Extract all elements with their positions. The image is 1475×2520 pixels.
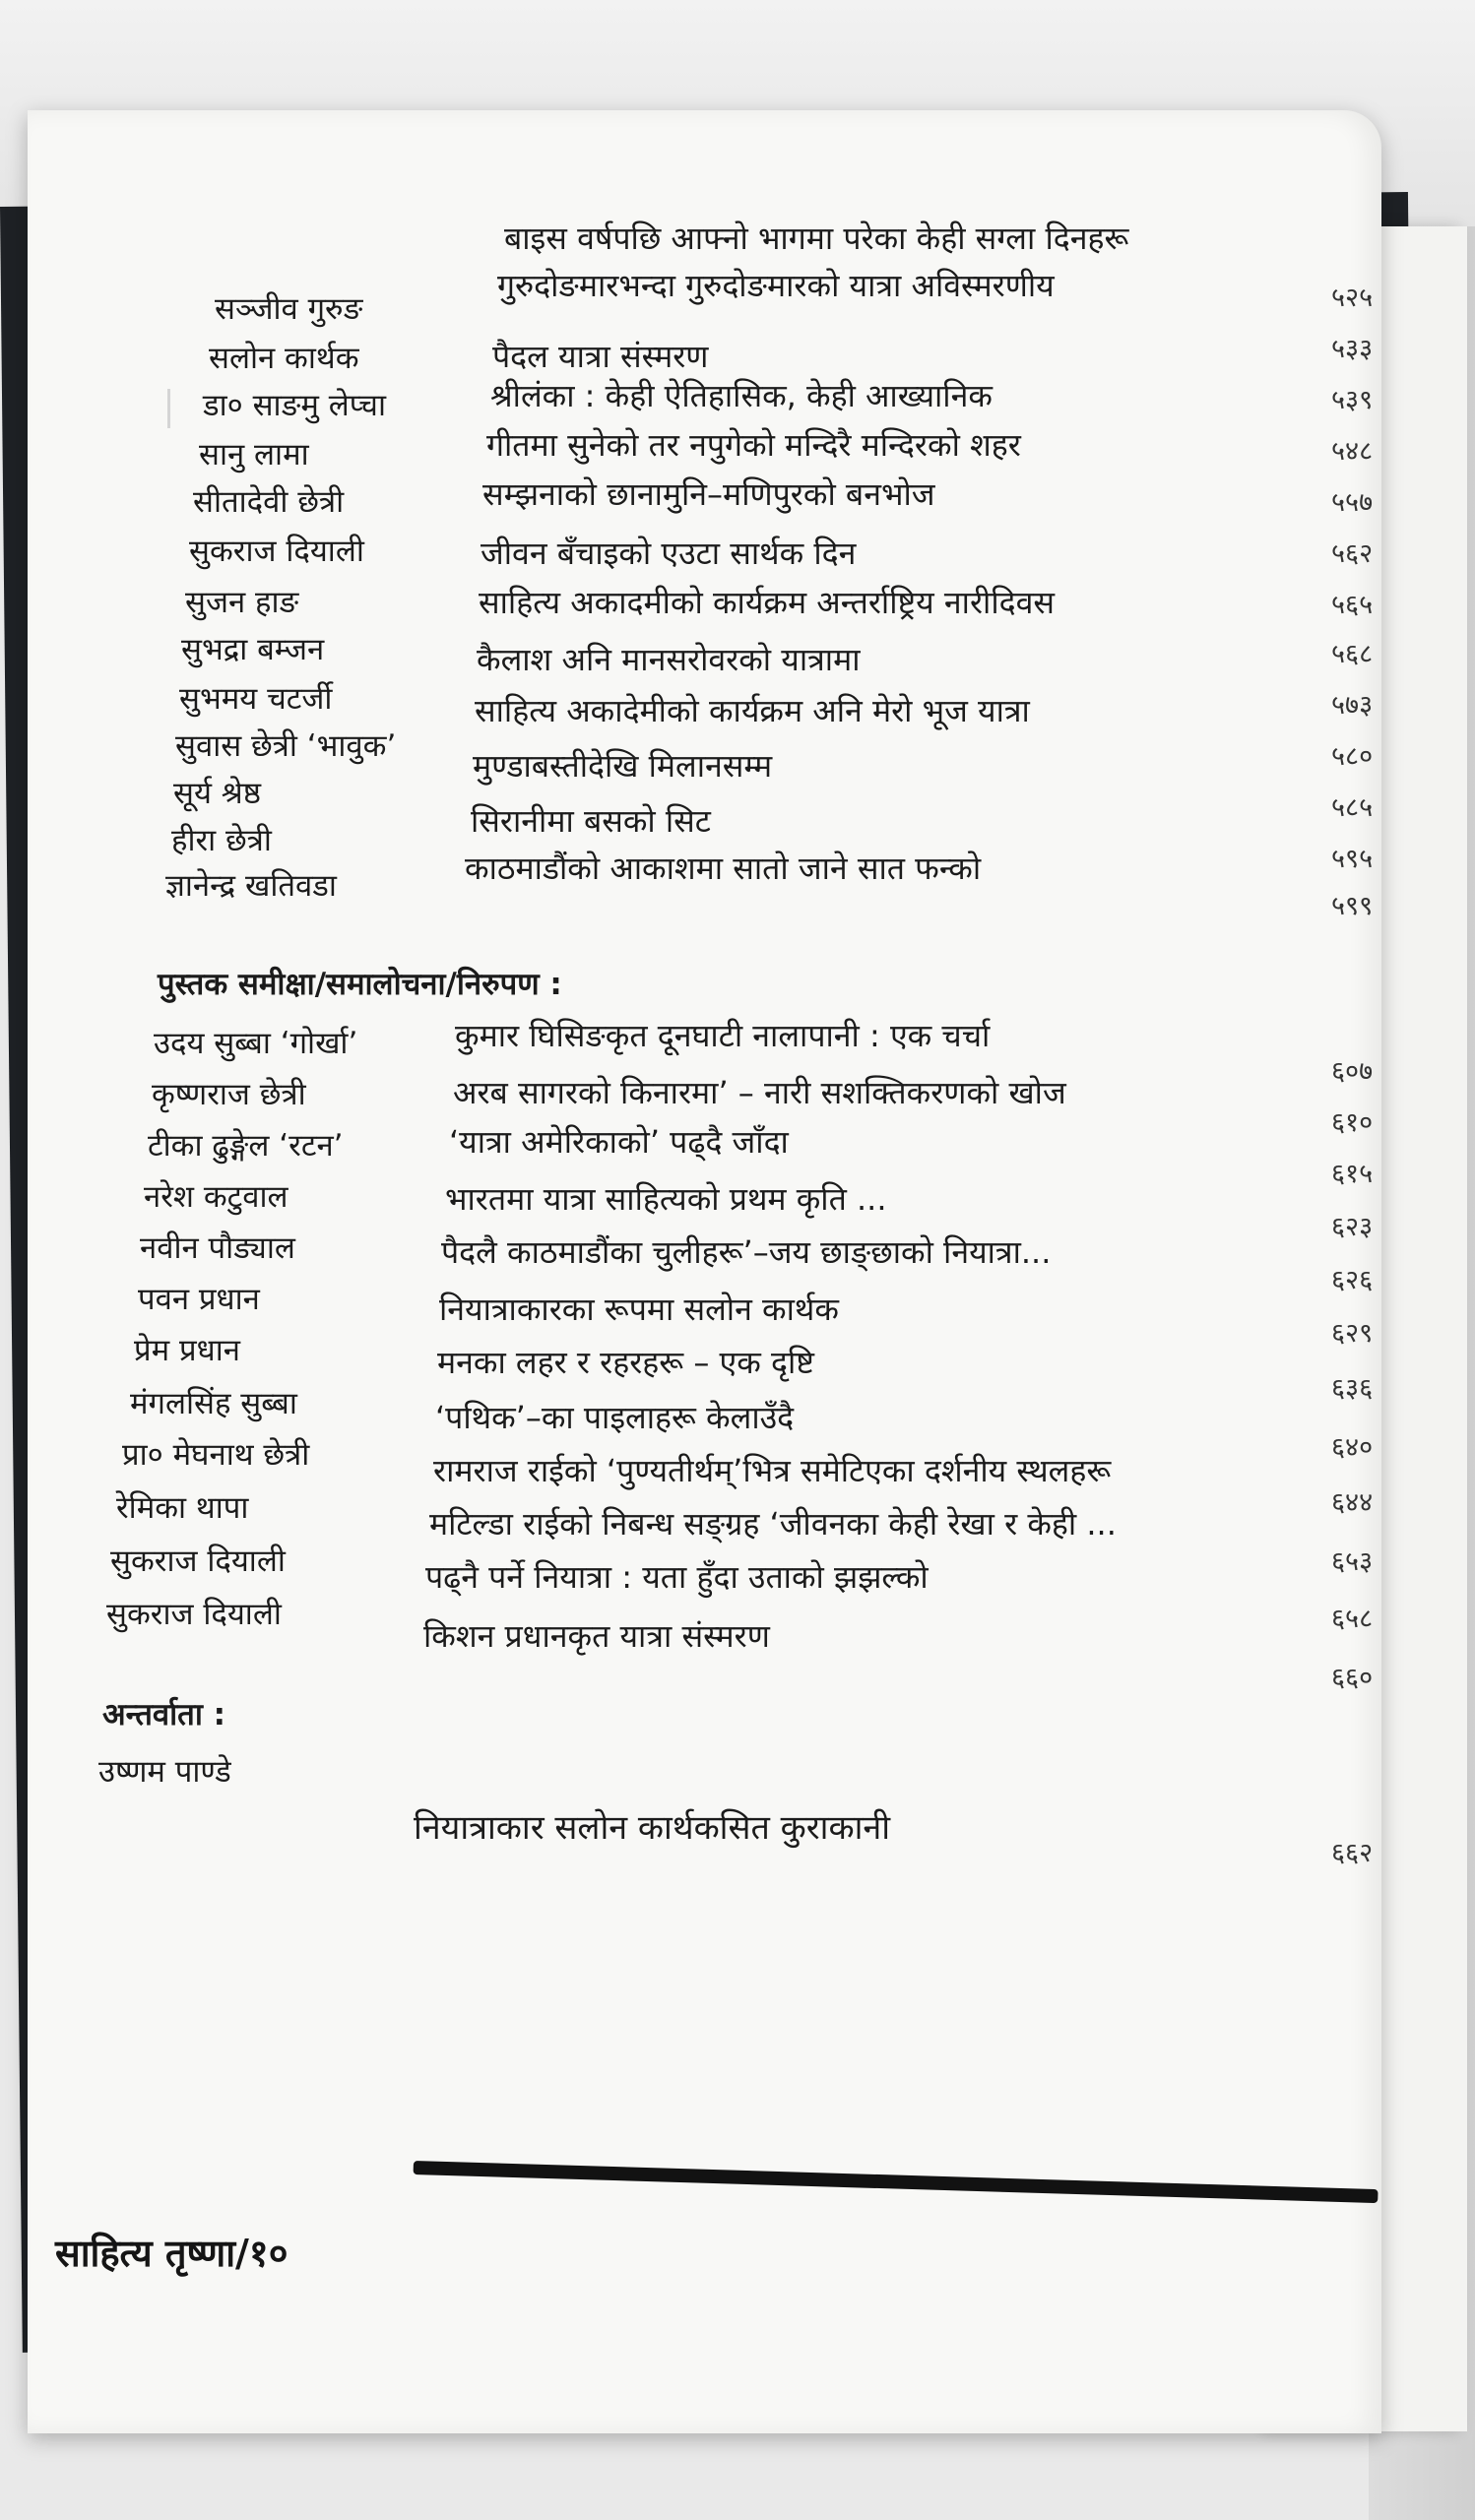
toc-entry-title: पैदल यात्रा संस्मरण: [492, 338, 709, 375]
toc-entry-title: नियात्राकारका रूपमा सलोन कार्थक: [439, 1291, 839, 1328]
toc-entry-page: ६२३: [1331, 1212, 1374, 1242]
toc-entry-author: उदय सुब्बा ‘गोर्खा’: [154, 1026, 358, 1061]
toc-entry-author: सुभमय चटर्जी: [179, 681, 333, 717]
toc-entry-author: पवन प्रधान: [138, 1282, 260, 1317]
toc-entry-page: ५८५: [1331, 792, 1374, 823]
toc-entry-author: प्रा० मेघनाथ छेत्री: [122, 1437, 310, 1473]
section-heading: पुस्तक समीक्षा/समालोचना/निरुपण :: [158, 967, 562, 1002]
toc-entry-page: ५५७: [1331, 487, 1374, 518]
toc-entry-title: गुरुदोङमारभन्दा गुरुदोङमारको यात्रा अविस्मरणीय: [497, 267, 1055, 304]
toc-entry-page: ५७३: [1331, 690, 1374, 721]
toc-entry-page: ५३३: [1331, 334, 1374, 364]
toc-entry-page: ५९९: [1331, 891, 1374, 921]
toc-entry-author: सूर्य श्रेष्ठ: [173, 776, 261, 811]
toc-entry-page: ६४४: [1331, 1487, 1374, 1518]
toc-entry-title: अरब सागरको किनारमा’ – नारी सशक्तिकरणको खोज: [453, 1074, 1066, 1111]
toc-entry-page: ५३९: [1331, 385, 1374, 415]
toc-entry-author: टीका ढुङ्गेल ‘रटन’: [148, 1128, 344, 1164]
toc-entry-title: मनका लहर र रहरहरू – एक दृष्टि: [437, 1344, 814, 1381]
toc-entry-author: सीतादेवी छेत्री: [193, 484, 345, 520]
toc-entry-page: ६५३: [1331, 1546, 1374, 1577]
toc-entry-title: गीतमा सुनेको तर नपुगेको मन्दिरै मन्दिरको शहर: [486, 426, 1021, 464]
toc-entry-author: प्रेम प्रधान: [134, 1333, 240, 1368]
toc-entry-author: नरेश कटुवाल: [144, 1179, 289, 1215]
toc-entry-author: कृष्णराज छेत्री: [152, 1077, 306, 1112]
toc-entry-author: नवीन पौड्याल: [140, 1230, 295, 1266]
toc-entry-title: मुण्डाबस्तीदेखि मिलानसम्म: [473, 747, 773, 785]
toc-entry-author: सानु लामा: [199, 437, 309, 472]
toc-entry-title: सिरानीमा बसको सिट: [471, 802, 711, 840]
toc-entry-author: सुवास छेत्री ‘भावुक’: [175, 728, 397, 764]
toc-entry-page: ६६०: [1331, 1663, 1374, 1693]
toc-entry-author: सुकराज दियाली: [189, 534, 364, 569]
toc-entry-author: सञ्जीव गुरुङ: [215, 291, 363, 327]
toc-entry-page: ५२५: [1331, 283, 1374, 313]
toc-entry-title: काठमाडौंको आकाशमा सातो जाने सात फन्को: [465, 850, 982, 887]
section-heading: अन्तर्वाता :: [102, 1697, 226, 1732]
toc-entry-title: सम्झनाको छानामुनि–मणिपुरको बनभोज: [482, 475, 935, 513]
toc-entry-title: पैदलै काठमाडौंका चुलीहरू’–जय छाङ्छाको नियात्रा...: [441, 1233, 1052, 1271]
toc-entry-page: ५९५: [1331, 844, 1374, 874]
toc-entry-title: मटिल्डा राईको निबन्ध सङ्ग्रह ‘जीवनका केही रेखा र केही ...: [429, 1505, 1117, 1543]
toc-entry-page: ६५८: [1331, 1604, 1374, 1634]
toc-entry-page: ६३६: [1331, 1373, 1374, 1404]
toc-entry-title: बाइस वर्षपछि आफ्नो भागमा परेका केही सग्ला दिनहरू: [504, 220, 1129, 257]
toc-entry-page: ५८०: [1331, 741, 1374, 772]
toc-entry-page: ६४०: [1331, 1432, 1374, 1463]
toc-entry-page: ६६२: [1331, 1838, 1374, 1868]
toc-entry-page: ६०७: [1331, 1056, 1374, 1087]
toc-entry-title: भारतमा यात्रा साहित्यको प्रथम कृति ...: [445, 1180, 887, 1218]
toc-entry-title: किशन प्रधानकृत यात्रा संस्मरण: [423, 1617, 770, 1655]
toc-entry-author: हीरा छेत्री: [171, 823, 272, 858]
toc-entry-title: साहित्य अकादेमीको कार्यक्रम अनि मेरो भूज यात्रा: [475, 692, 1030, 729]
toc-entry-title: जीवन बँचाइको एउटा सार्थक दिन: [481, 535, 857, 572]
toc-entry-author: सुकराज दियाली: [110, 1544, 286, 1579]
toc-entry-page: ५६२: [1331, 538, 1374, 569]
toc-entry-title: रामराज राईको ‘पुण्यतीर्थम्’भित्र समेटिएका दर्शनीय स्थलहरू: [433, 1452, 1112, 1489]
toc-entry-author: ज्ञानेन्द्र खतिवडा: [165, 868, 337, 904]
toc-entry-title: ‘पथिक’–का पाइलाहरू केलाउँदै: [435, 1399, 795, 1436]
toc-entry-title: ‘यात्रा अमेरिकाको’ पढ्दै जाँदा: [449, 1123, 789, 1161]
footer-title: साहित्य तृष्णा/१०: [55, 2232, 289, 2275]
toc-entry-author: सुजन हाङ: [185, 585, 299, 620]
toc-entry-author: सुकराज दियाली: [106, 1597, 282, 1632]
toc-entry-title: साहित्य अकादमीको कार्यक्रम अन्तर्राष्ट्रिय नारीदिवस: [479, 584, 1056, 621]
toc-entry-title: पढ्नै पर्ने नियात्रा : यता हुँदा उताको झझल्को: [425, 1558, 929, 1596]
toc-entry-author: सलोन कार्थक: [209, 341, 359, 376]
toc-entry-title: नियात्राकार सलोन कार्थकसित कुराकानी: [414, 1808, 891, 1848]
toc-entry-page: ६२९: [1331, 1318, 1374, 1349]
toc-entry-author: रेमिका थापा: [116, 1490, 249, 1526]
toc-entry-page: ६२६: [1331, 1265, 1374, 1295]
toc-entry-page: ६१५: [1331, 1159, 1374, 1189]
toc-entry-page: ५६८: [1331, 639, 1374, 669]
toc-entry-author: सुभद्रा बम्जन: [181, 632, 325, 667]
toc-entry-page: ५४८: [1331, 436, 1374, 467]
toc-entry-author: मंगलसिंह सुब्बा: [130, 1386, 297, 1421]
toc-entry-page: ६१०: [1331, 1107, 1374, 1138]
toc-entry-author: उष्णम पाण्डे: [98, 1754, 231, 1790]
toc-entry-title: कैलाश अनि मानसरोवरको यात्रामा: [477, 641, 861, 678]
toc-entry-title: कुमार घिसिङकृत दूनघाटी नालापानी : एक चर्चा: [455, 1017, 991, 1054]
toc-entry-title: श्रीलंका : केही ऐतिहासिक, केही आख्यानिक: [490, 377, 993, 414]
toc-entry-page: ५६५: [1331, 590, 1374, 620]
footer-rule: [414, 2161, 1379, 2203]
toc-entry-author: डा० साङमु लेप्चा: [203, 388, 386, 423]
